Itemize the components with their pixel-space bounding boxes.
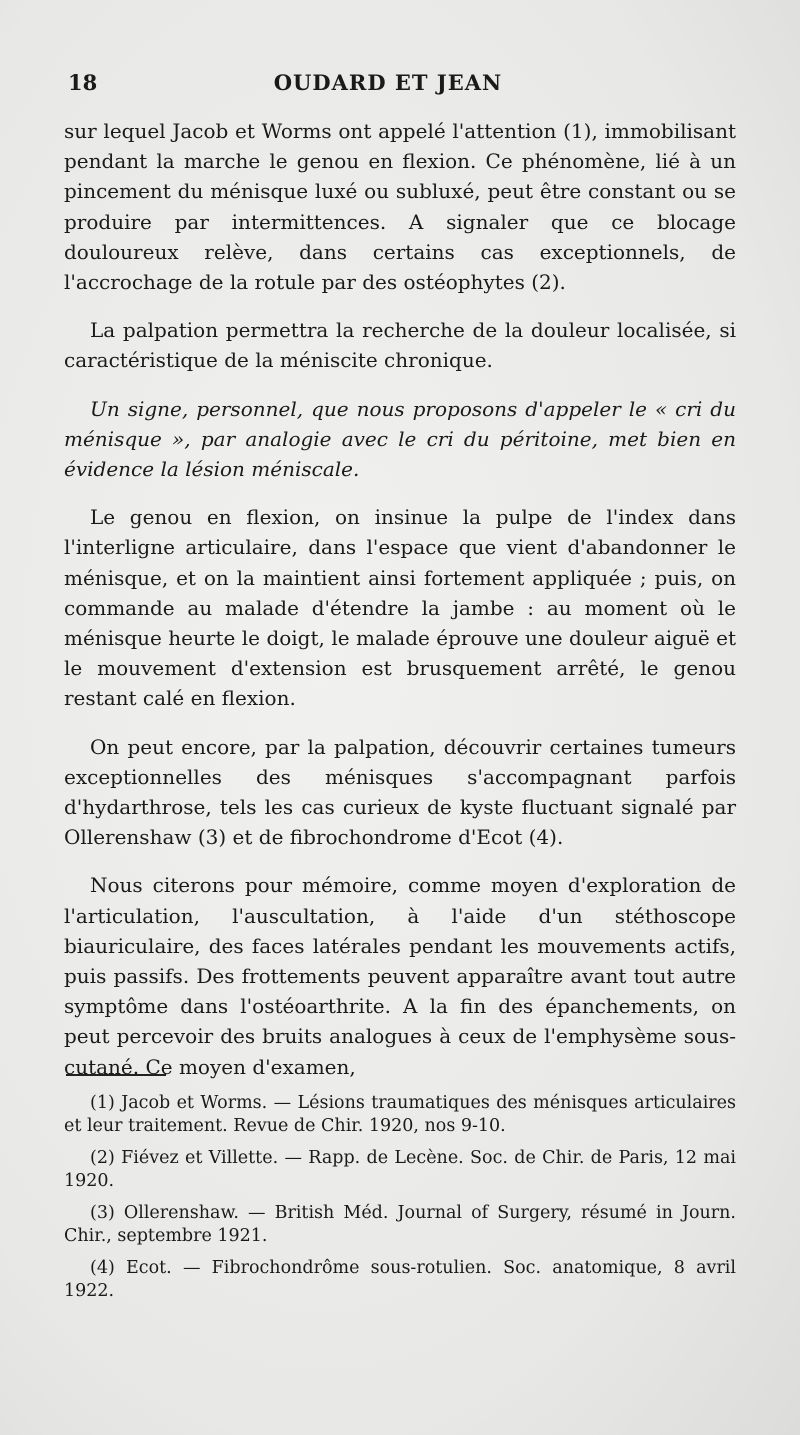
body-text [64,116,736,1100]
paragraph-4: Le genou en flexion, on insinue la pulpe de l'index dans l'interligne articulaire, dans l'espace que vient d'abandonner le ménisque, et on la maintient ainsi fortement appliquée ; puis, on commande au malade d'étendre la jambe : au moment où le ménisque heurte le doigt, le malade éprouve une douleur aiguë et le mouvement d'extension est brusquement arrêté, le genou restant calé en flexion. [64,505,736,711]
footnote-4: (4) Ecot. — Fibrochondrôme sous-rotulien. Soc. anatomique, 8 avril 1922. [64,1258,736,1301]
footnote-divider [66,1074,166,1076]
running-head: OUDARD ET JEAN [273,70,503,95]
page-header [68,70,708,100]
paragraph-2: La palpation permettra la recherche de la douleur localisée, si caractéristique de la méniscite chronique. [64,318,736,373]
footnote-1: (1) Jacob et Worms. — Lésions traumatiques des ménisques articulaires et leur traitement. Revue de Chir. 1920, nos 9-10. [64,1093,736,1136]
paragraph-6: Nous citerons pour mémoire, comme moyen d'exploration de l'articulation, l'auscultation, à l'aide d'un stéthoscope biauriculaire, des faces latérales pendant les mouvements actifs, puis passifs. Des frottements peuvent apparaître avant tout autre symptôme dans l'ostéoarthrite. A la fin des épanchements, on peut percevoir des bruits analogues à ceux de l'emphysème sous-cutané. Ce moyen d'examen, [64,873,736,1079]
footnote-3: (3) Ollerenshaw. — British Méd. Journal of Surgery, résumé in Journ. Chir., septembre 1921. [64,1203,736,1246]
page-number: 18 [68,70,98,95]
paragraph-1: sur lequel Jacob et Worms ont appelé l'attention (1), immobilisant pendant la marche le genou en flexion. Ce phénomène, lié à un pincement du ménisque luxé ou subluxé, peut être constant ou se produire par intermittences. A signaler que ce blocage douloureux relève, dans certains cas exceptionnels, de l'accrochage de la rotule par des ostéophytes (2). [64,119,736,295]
paragraph-5: On peut encore, par la palpation, découvrir certaines tumeurs exceptionnelles des ménisques s'accompagnant parfois d'hydarthrose, tels les cas curieux de kyste fluctuant signalé par Ollerenshaw (3) et de fibrochondrome d'Ecot (4). [64,734,736,850]
footnotes [64,1092,736,1312]
footnote-2: (2) Fiévez et Villette. — Rapp. de Lecène. Soc. de Chir. de Paris, 12 mai 1920. [64,1148,736,1191]
paragraph-3-italic: Un signe, personnel, que nous proposons d'appeler le « cri du ménisque », par analogie avec le cri du péritoine, met bien en évidence la lésion méniscale. [64,396,736,482]
